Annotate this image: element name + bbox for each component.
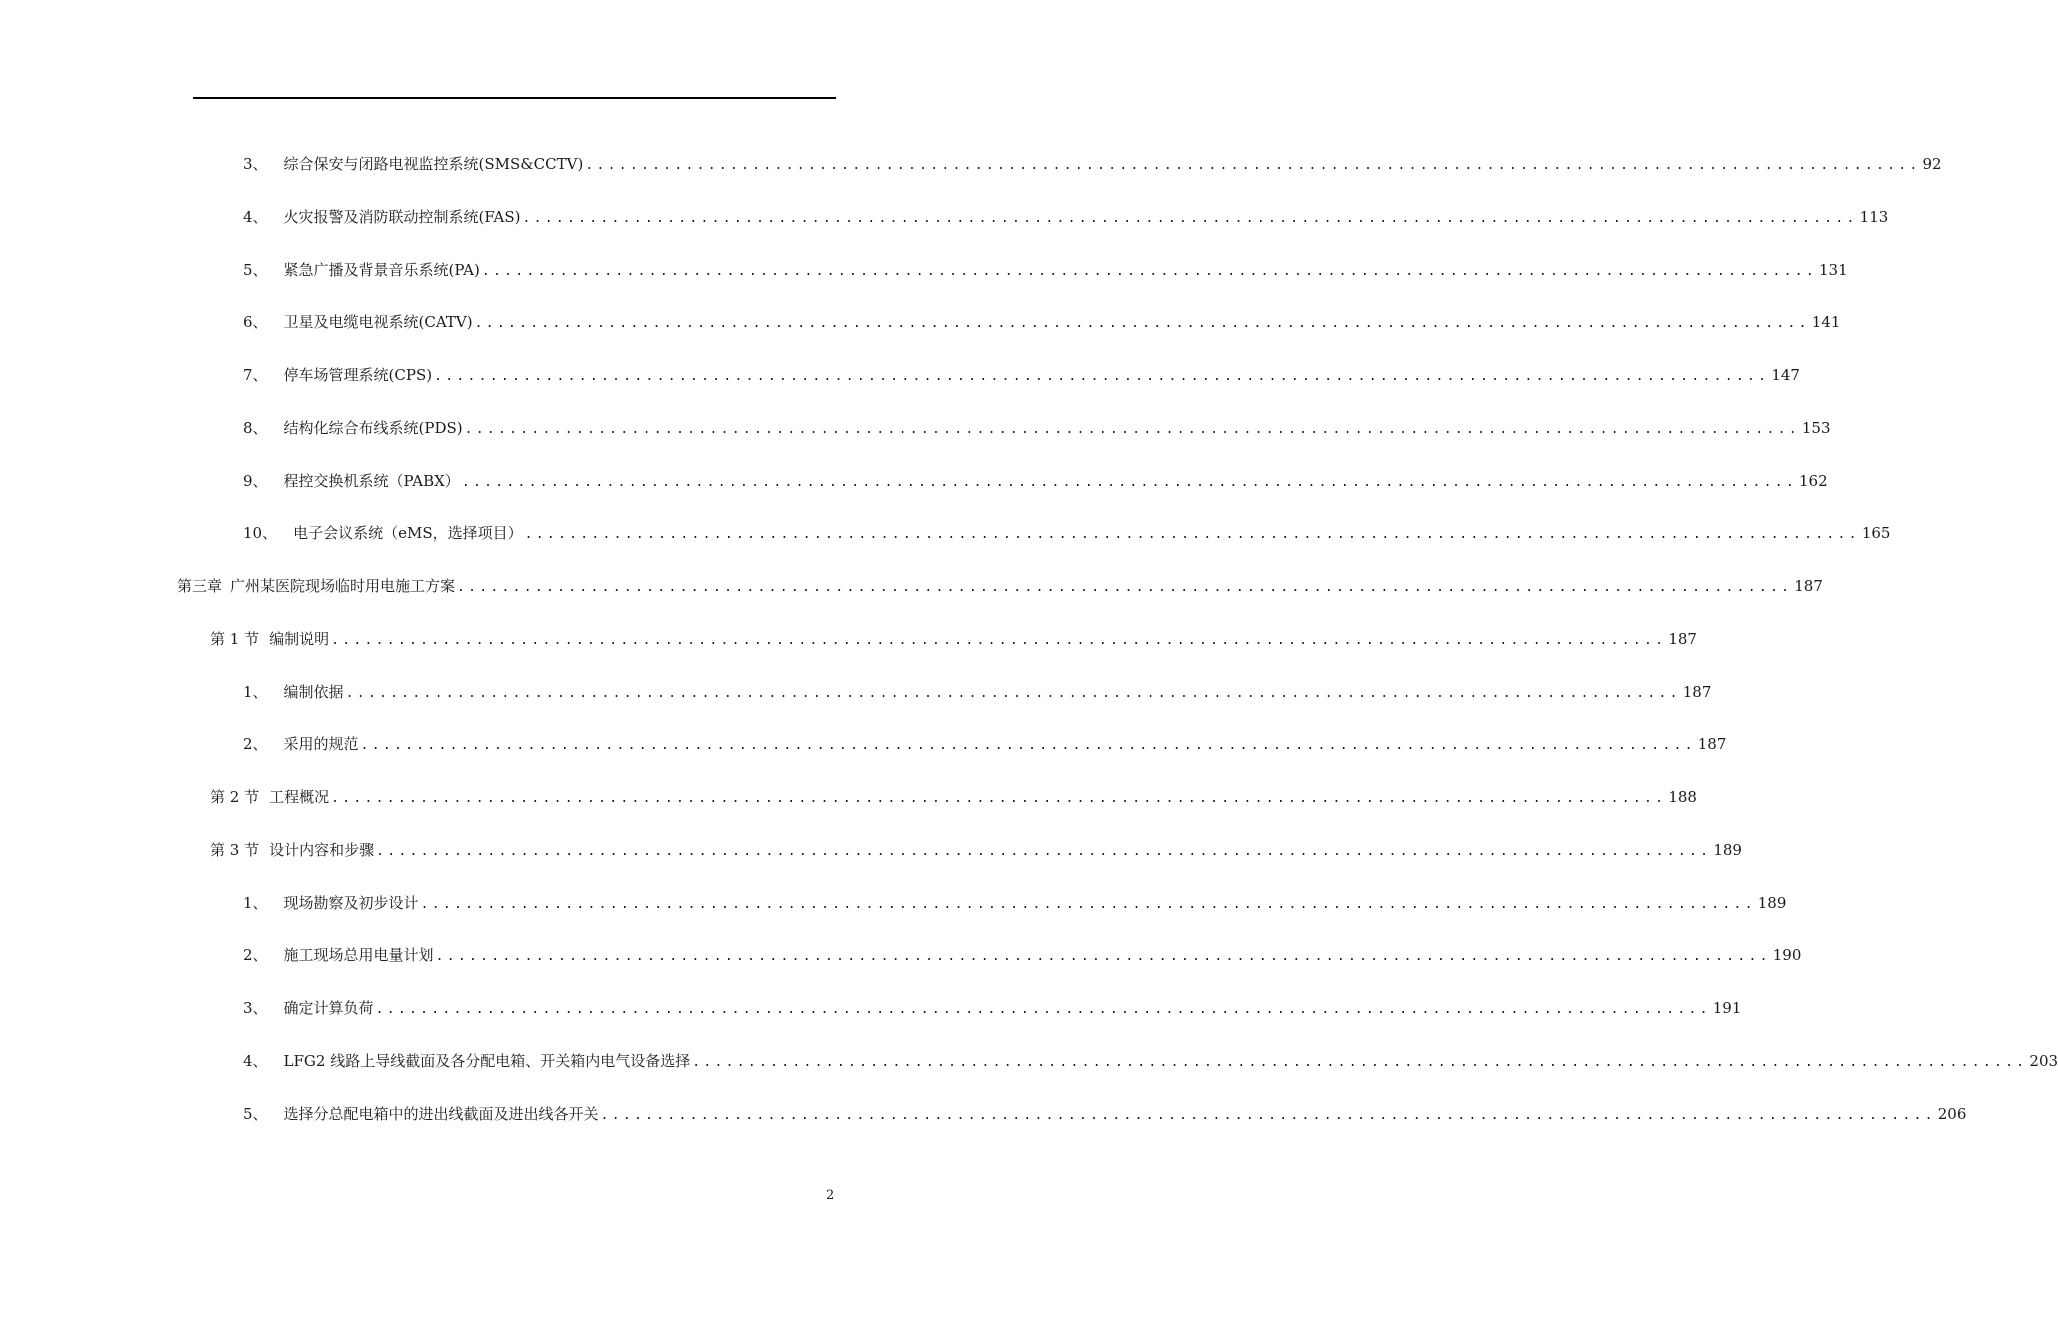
toc-dot-leader: ........................................................................................................................ (375, 1002, 1711, 1017)
toc-entry-title: 确定计算负荷 (283, 999, 374, 1017)
toc-entry-number: 第三章 (177, 577, 223, 595)
toc-dot-leader: ........................................................................................................................ (331, 633, 1667, 648)
toc-entry-page: 165 (1861, 524, 1891, 542)
toc-entry-number: 4、 (243, 1052, 268, 1070)
toc-dot-leader: ........................................................................................................................ (481, 264, 1818, 279)
toc-entry-number: 2、 (243, 735, 268, 753)
toc-entry-title: 结构化综合布线系统(PDS) (283, 419, 463, 437)
toc-entry-number: 1、 (243, 894, 268, 912)
toc-dot-leader: ........................................................................................................................ (360, 738, 1696, 753)
toc-dot-leader: ........................................................................................................................ (692, 1055, 2028, 1070)
toc-dot-leader: ........................................................................................................................ (464, 422, 1800, 437)
toc-entry-page: 187 (1794, 577, 1823, 595)
toc-entry-number: 9、 (243, 472, 268, 490)
toc-dot-leader: ........................................................................................................................ (461, 475, 1798, 490)
toc-entry-page: 187 (1668, 630, 1697, 648)
toc-entry-page: 191 (1712, 999, 1742, 1017)
toc-dot-leader: ........................................................................................................................ (376, 844, 1712, 859)
toc-entry-page: 92 (1922, 155, 1942, 173)
toc-entry-number: 10、 (243, 524, 278, 542)
toc-entry-number: 第 1 节 (210, 630, 260, 648)
toc-dot-leader: ........................................................................................................................ (585, 158, 1921, 173)
toc-dot-leader: ........................................................................................................................ (474, 316, 1810, 331)
toc-entry-page: 189 (1713, 841, 1742, 859)
toc-entry[interactable] (243, 310, 1841, 334)
toc-entry-number: 5、 (243, 1105, 268, 1123)
toc-entry-number: 第 2 节 (210, 788, 260, 806)
toc-entry-title: 编制说明 (269, 630, 330, 648)
toc-entry[interactable] (243, 996, 1742, 1020)
toc-entry[interactable] (243, 1049, 2058, 1073)
toc-entry-title: 电子会议系统（eMS，选择项目） (293, 524, 523, 542)
toc-entry[interactable] (243, 732, 1727, 756)
toc-entry-page: 141 (1811, 313, 1841, 331)
toc-entry-title: 现场勘察及初步设计 (283, 894, 419, 912)
toc-dot-leader: ........................................................................................................................ (331, 791, 1667, 806)
toc-entry[interactable] (243, 521, 1891, 545)
toc-entry-number: 2、 (243, 946, 268, 964)
toc-entry-title: 紧急广播及背景音乐系统(PA) (283, 261, 480, 279)
toc-entry-number: 1、 (243, 683, 268, 701)
toc-entry-section[interactable] (210, 785, 1697, 809)
toc-entry[interactable] (243, 416, 1831, 440)
toc-entry-number: 8、 (243, 419, 268, 437)
toc-entry-title: 采用的规范 (283, 735, 359, 753)
toc-entry[interactable] (243, 943, 1802, 967)
toc-entry-page: 190 (1772, 946, 1802, 964)
toc-dot-leader: ........................................................................................................................ (345, 686, 1681, 701)
toc-entry-title: 编制依据 (283, 683, 344, 701)
toc-entry-page: 131 (1819, 261, 1848, 279)
toc-entry-number: 4、 (243, 208, 268, 226)
toc-entry-page: 187 (1697, 735, 1727, 753)
toc-entry[interactable] (243, 469, 1828, 493)
toc-entry-title: 火灾报警及消防联动控制系统(FAS) (283, 208, 521, 226)
toc-entry-chapter[interactable] (177, 574, 1823, 598)
toc-dot-leader: ........................................................................................................................ (524, 527, 1860, 542)
toc-entry-number: 5、 (243, 261, 268, 279)
toc-dot-leader: ........................................................................................................................ (600, 1108, 1936, 1123)
toc-entry[interactable] (243, 891, 1787, 915)
toc-entry-title: 工程概况 (269, 788, 330, 806)
toc-dot-leader: ........................................................................................................................ (435, 949, 1771, 964)
toc-entry-page: 187 (1682, 683, 1712, 701)
toc-entry[interactable] (243, 258, 1848, 282)
toc-entry-number: 3、 (243, 155, 268, 173)
toc-entry-page: 189 (1757, 894, 1787, 912)
toc-entry[interactable] (243, 1102, 1967, 1126)
toc-dot-leader: ........................................................................................................................ (522, 211, 1858, 226)
toc-dot-leader: ........................................................................................................................ (457, 580, 1793, 595)
toc-entry-title: 选择分总配电箱中的进出线截面及进出线各开关 (283, 1105, 599, 1123)
toc-entry-page: 147 (1771, 366, 1800, 384)
toc-entry-title: 程控交换机系统（PABX） (283, 472, 460, 490)
toc-entry-title: 停车场管理系统(CPS) (283, 366, 433, 384)
page-number: 2 (826, 1188, 835, 1203)
toc-entry-page: 153 (1801, 419, 1831, 437)
toc-entry-title: LFG2 线路上导线截面及各分配电箱、开关箱内电气设备选择 (283, 1052, 691, 1070)
toc-entry[interactable] (243, 152, 1942, 176)
toc-entry-section[interactable] (210, 838, 1742, 862)
toc-entry-title: 广州某医院现场临时用电施工方案 (230, 577, 456, 595)
toc-entry-title: 综合保安与闭路电视监控系统(SMS&CCTV) (283, 155, 584, 173)
toc-entry-page: 188 (1668, 788, 1697, 806)
toc-entry-number: 3、 (243, 999, 268, 1017)
toc-entry[interactable] (243, 680, 1712, 704)
toc-entry[interactable] (243, 205, 1889, 229)
toc-entry[interactable] (243, 363, 1800, 387)
toc-entry-page: 162 (1799, 472, 1828, 490)
toc-entry-number: 6、 (243, 313, 268, 331)
toc-entry-title: 卫星及电缆电视系统(CATV) (283, 313, 473, 331)
toc-dot-leader: ........................................................................................................................ (420, 897, 1756, 912)
toc-entry-page: 206 (1937, 1105, 1967, 1123)
toc-entry-number: 7、 (243, 366, 268, 384)
toc-entry-title: 设计内容和步骤 (269, 841, 375, 859)
toc-entry-page: 113 (1859, 208, 1889, 226)
toc-entry-title: 施工现场总用电量计划 (283, 946, 434, 964)
toc-entry-section[interactable] (210, 627, 1697, 651)
toc-entry-page: 203 (2029, 1052, 2058, 1070)
toc-entry-number: 第 3 节 (210, 841, 260, 859)
toc-dot-leader: ........................................................................................................................ (434, 369, 1770, 384)
